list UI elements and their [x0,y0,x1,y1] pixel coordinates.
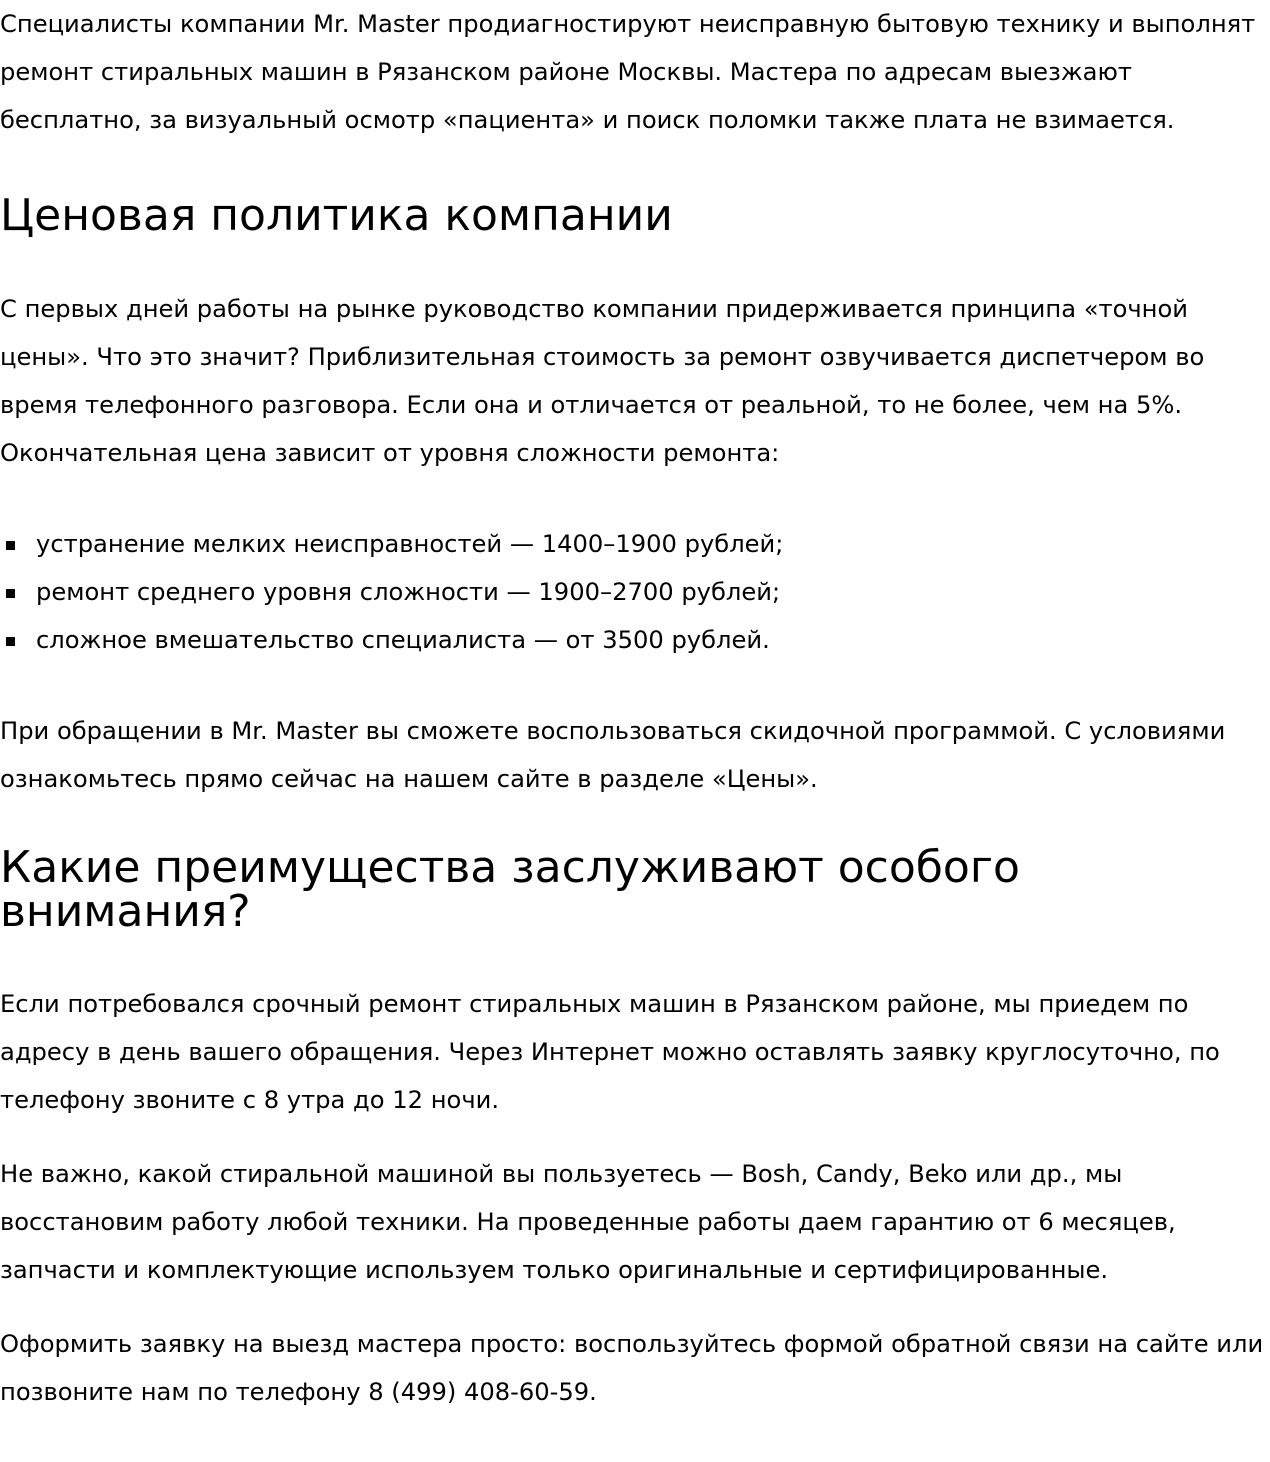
advantages-heading: Какие преимущества заслуживают особого внимания? [0,842,1020,937]
price-list-item [0,568,1270,616]
price-list-item-text: устранение мелких неисправностей — 1400–1900 рублей; [36,530,784,558]
discount-paragraph: При обращении в Mr. Master вы сможете воспользоваться скидочной программой. С условиями ознакомьтесь прямо сейчас на нашем сайте в разделе «Цены». [0,717,1226,793]
price-list-item [0,520,1270,568]
pricing-paragraph: С первых дней работы на рынке руководство компании придерживается принципа «точной цены». Что это значит? Приблизительная стоимость за ремонт озвучивается диспетчером во время телефонного разговора. Если она и отличается от реальной, то не более, чем на 5%. Окончательная цена зависит от уровня сложности ремонта: [0,295,1205,467]
price-list-item-text: ремонт среднего уровня сложности — 1900–2700 рублей; [36,578,781,606]
square-bullet-icon [6,589,15,598]
price-list-item-text: сложное вмешательство специалиста — от 3500 рублей. [36,626,770,654]
intro-paragraph: Специалисты компании Mr. Master продиагностируют неисправную бытовую технику и выполнят ремонт стиральных машин в Рязанском районе Москвы. Мастера по адресам выезжают бесплатно, за визуальный осмотр «пациента» и поиск поломки также плата не взимается. [0,10,1256,134]
price-list-item [0,616,1270,664]
price-list [0,520,1270,664]
urgent-repair-paragraph: Если потребовался срочный ремонт стиральных машин в Рязанском районе, мы приедем по адресу в день вашего обращения. Через Интернет можно оставлять заявку круглосуточно, по телефону звоните с 8 утра до 12 ночи. [0,990,1220,1114]
square-bullet-icon [6,541,15,550]
pricing-heading: Ценовая политика компании [0,190,673,241]
brands-paragraph: Не важно, какой стиральной машиной вы пользуетесь — Bosh, Candy, Beko или др., мы восстановим работу любой техники. На проведенные работы даем гарантию от 6 месяцев, запчасти и комплектующие используем только оригинальные и сертифицированные. [0,1160,1176,1284]
square-bullet-icon [6,637,15,646]
order-paragraph: Оформить заявку на выезд мастера просто: воспользуйтесь формой обратной связи на сайте или позвоните нам по телефону 8 (499) 408-60-59. [0,1330,1264,1406]
